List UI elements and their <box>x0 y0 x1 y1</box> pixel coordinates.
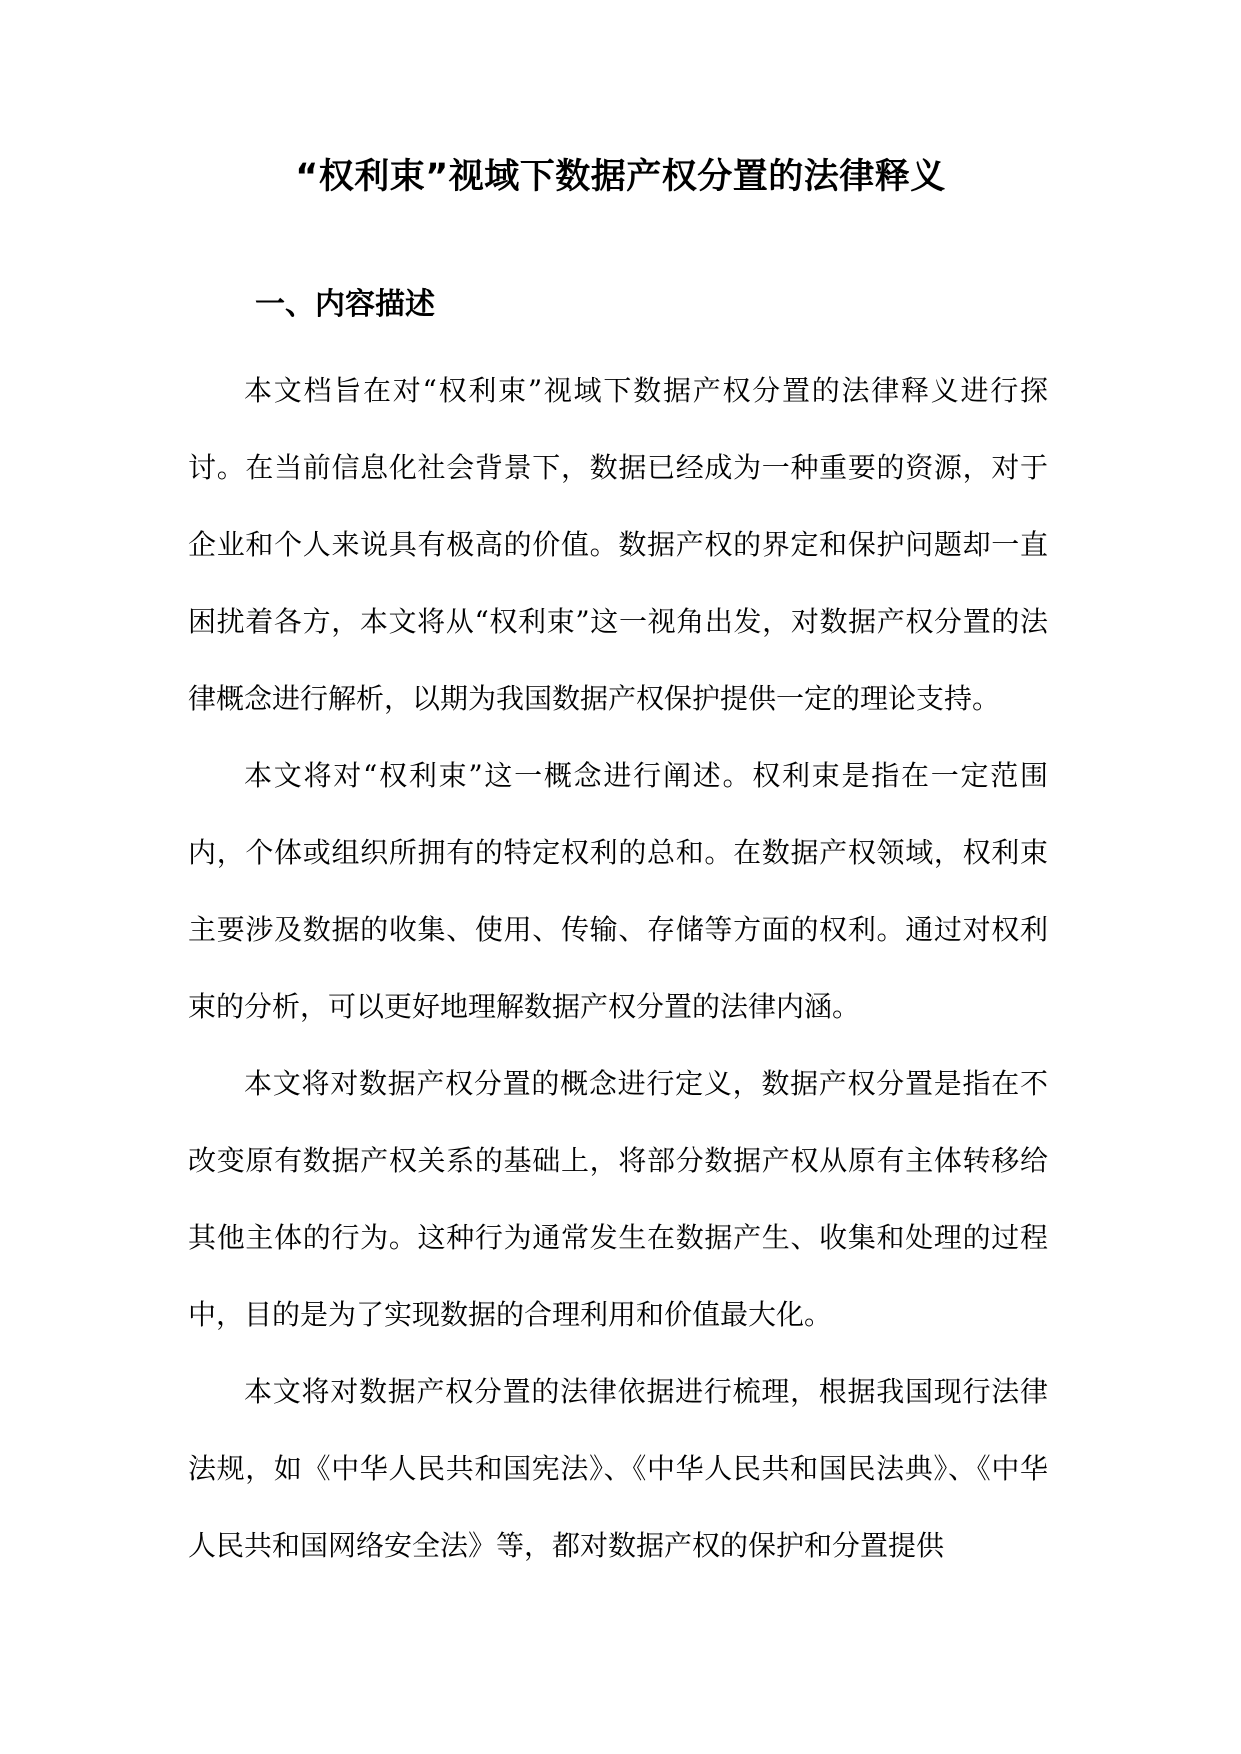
section-heading: 一、内容描述 <box>255 287 435 322</box>
body-paragraph: 本文将对“权利束”这一概念进行阐述。权利束是指在一定范围内，个体或组织所拥有的特定权利的总和。在数据产权领域，权利束主要涉及数据的收集、使用、传输、存储等方面的权利。通过对权利束的分析，可以更好地理解数据产权分置的法律内涵。 <box>188 759 1048 1023</box>
body-paragraph: 本文档旨在对“权利束”视域下数据产权分置的法律释义进行探讨。在当前信息化社会背景下，数据已经成为一种重要的资源，对于企业和个人来说具有极高的价值。数据产权的界定和保护问题却一直困扰着各方，本文将从“权利束”这一视角出发，对数据产权分置的法律概念进行解析，以期为我国数据产权保护提供一定的理论支持。 <box>188 374 1048 715</box>
body-paragraph: 本文将对数据产权分置的法律依据进行梳理，根据我国现行法律法规，如《中华人民共和国宪法》、《中华人民共和国民法典》、《中华人民共和国网络安全法》等，都对数据产权的保护和分置提供 <box>188 1375 1048 1562</box>
document-title: “权利束”视域下数据产权分置的法律释义 <box>295 157 946 197</box>
body-paragraph: 本文将对数据产权分置的概念进行定义，数据产权分置是指在不改变原有数据产权关系的基础上，将部分数据产权从原有主体转移给其他主体的行为。这种行为通常发生在数据产生、收集和处理的过程中，目的是为了实现数据的合理利用和价值最大化。 <box>188 1067 1048 1331</box>
